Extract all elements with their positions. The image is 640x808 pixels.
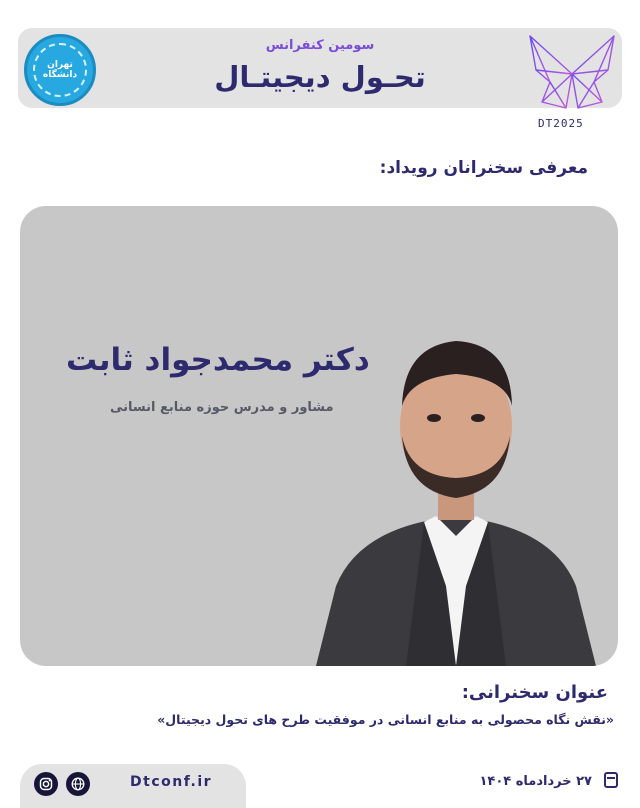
event-date: ۲۷ خردادماه ۱۴۰۴ [479, 774, 592, 789]
speaker-card [20, 206, 618, 666]
instagram-icon[interactable] [34, 772, 58, 796]
university-logo-text-2: دانشگاه [42, 70, 78, 80]
speaker-role: مشاور و مدرس حوزه منابع انسانی [110, 400, 334, 415]
globe-icon[interactable] [66, 772, 90, 796]
section-title: معرفی سخنرانان رویداد: [379, 158, 588, 178]
conference-subtitle: سومین کنفرانس [265, 38, 375, 53]
university-logo-text-1: تهران [47, 60, 73, 70]
event-logo-text: DT2025 [538, 117, 584, 130]
conference-title: تحـول دیجیتـال [214, 60, 426, 94]
talk-title-label: عنوان سخنرانی: [461, 682, 608, 703]
calendar-icon [604, 772, 618, 788]
university-logo [24, 34, 96, 106]
butterfly-logo-icon [522, 30, 622, 116]
speaker-name: دکتر محمدجواد ثابت [66, 342, 370, 378]
website-link[interactable]: Dtconf.ir [130, 774, 213, 790]
talk-title: «نقش نگاه محصولی به منابع انسانی در موفقیت طرح های تحول دیجیتال» [157, 712, 614, 727]
